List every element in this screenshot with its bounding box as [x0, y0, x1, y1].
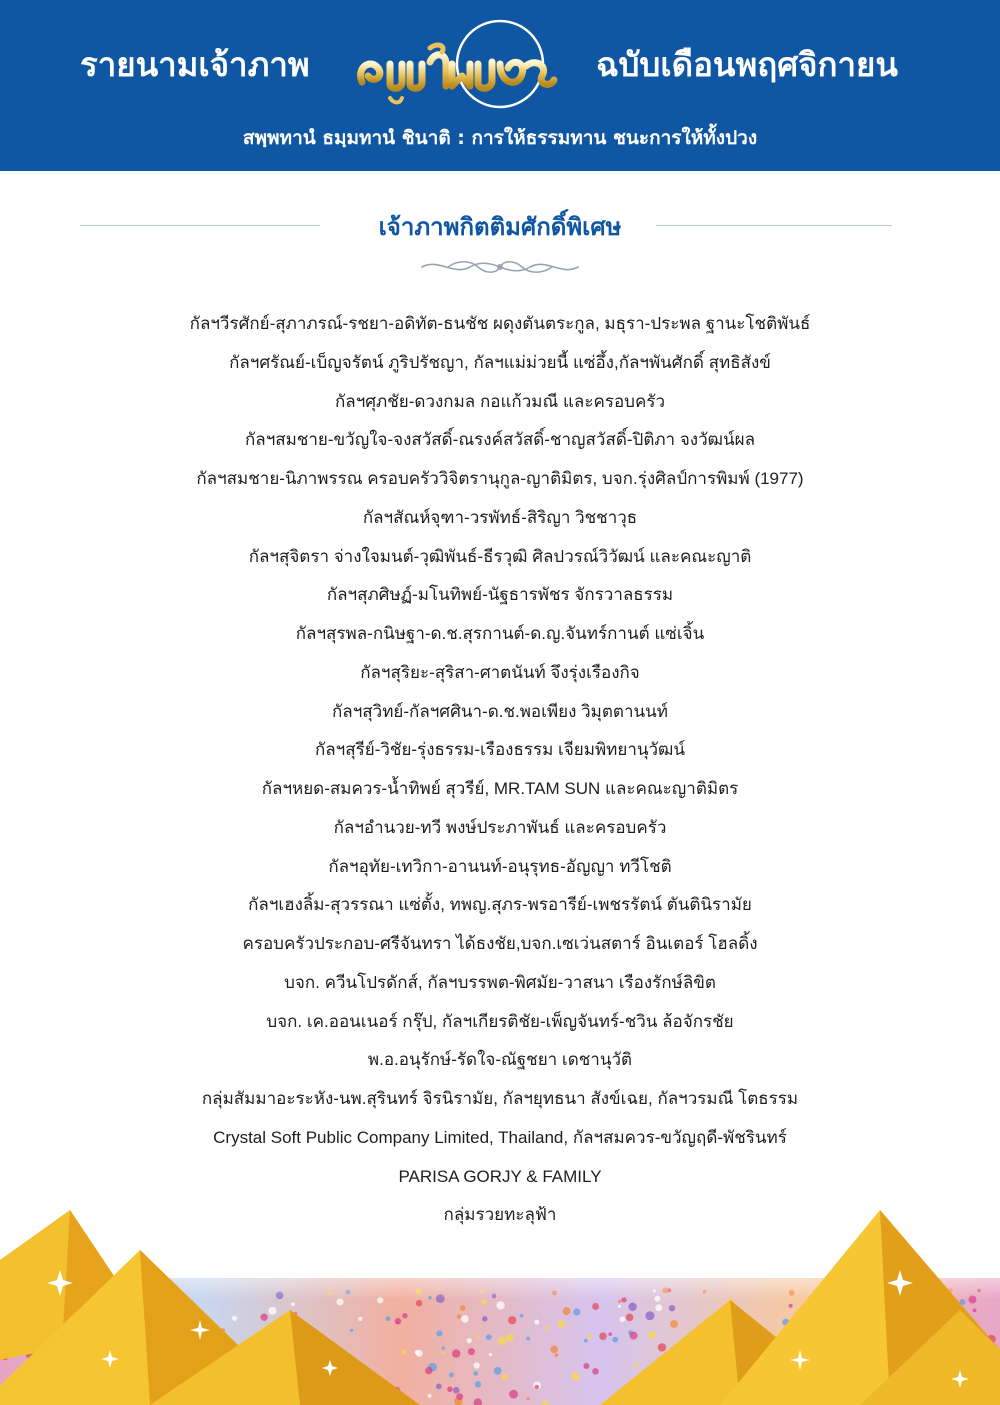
- flower-dot: [467, 1338, 472, 1343]
- flower-dot: [436, 1384, 442, 1390]
- sponsor-line: กัลฯสุรีย์-วิชัย-รุ่งธรรม-เรืองธรรม เจียมพิทยานุวัฒน์: [314, 740, 686, 760]
- flower-dot: [460, 1305, 466, 1311]
- flower-dot: [563, 1307, 571, 1315]
- sponsor-line: พ.อ.อนุรักษ์-รัดใจ-ณัฐชยา เดชานุวัติ: [367, 1050, 633, 1070]
- flower-dot: [587, 1335, 592, 1340]
- flower-dot: [486, 1334, 492, 1340]
- sponsor-line: กัลฯสุวิทย์-กัลฯศศินา-ด.ช.พอเพียง วิมุตตานนท์: [332, 701, 668, 721]
- sponsor-line: PARISA GORJY & FAMILY: [398, 1166, 602, 1186]
- flower-dot: [508, 1316, 516, 1324]
- sponsor-line: กัลฯศรัณย์-เบ็ญจรัตน์ ภูริปรัชญา, กัลฯแม่ม่วยนี้ แซ่อึ้ง,กัลฯพันศักดิ์ สุทธิสังข์: [229, 352, 771, 372]
- sponsor-line: กัลฯอำนวย-ทวี พงษ์ประภาพันธ์ และครอบครัว: [333, 817, 667, 837]
- sponsor-line: กัลฯสมชาย-นิภาพรรณ ครอบครัววิจิตรานุกูล-ญาติมิตร, บจก.รุ่งศิลป์การพิมพ์ (1977): [196, 469, 804, 488]
- sponsor-line: บจก. ควีนโปรดักส์, กัลฯบรรพต-พิศมัย-วาสนา เรืองรักษ์ลิขิต: [284, 972, 716, 992]
- sponsor-line: กัลฯสุริยะ-สุริสา-ศาตนันท์ จึงรุ่งเรืองกิจ: [360, 662, 640, 682]
- flower-dot: [592, 1368, 599, 1375]
- flower-dot: [498, 1337, 506, 1345]
- sponsor-line: กัลฯเฮงลิ้ม-สุวรรณา แซ่ตั้ง, ทพญ.สุภร-พรอารีย์-เพชรรัตน์ ตันตินิรามัย: [248, 895, 752, 915]
- flower-dot: [626, 1314, 634, 1322]
- flower-dot: [456, 1393, 463, 1400]
- sponsor-line: กัลฯหยด-สมควร-น้ำทิพย์ สุวรีย์, MR.TAM SUN และคณะญาติมิตร: [261, 779, 739, 798]
- flower-dot: [973, 1309, 977, 1313]
- header-subtitle: สพฺพทานํ ธมฺมทานํ ชินาติ : การให้ธรรมทาน ชนะการให้ทั้งปวง: [242, 127, 758, 149]
- sponsor-line: ครอบครัวประกอบ-ศรีจันทรา ได้ธงชัย,บจก.เซเว่นสตาร์ อินเตอร์ โฮลดิ้ง: [242, 934, 758, 953]
- sponsor-line: กลุ่มสัมมาอะระหัง-นพ.สุรินทร์ จิรนิรามัย, กัลฯยุทธนา สังข์เฉย, กัลฯวรมณี โตธรรม: [201, 1089, 799, 1108]
- sponsor-line: กัลฯศุภชัย-ดวงกมล กอแก้วมณี และครอบครัว: [335, 391, 665, 411]
- flower-dot: [592, 1303, 599, 1310]
- flower-dot: [477, 1336, 480, 1339]
- flower-dot: [670, 1320, 678, 1328]
- flower-dot: [534, 1385, 539, 1390]
- flower-dot: [453, 1387, 460, 1394]
- flower-dot: [428, 1394, 432, 1398]
- flower-dot: [583, 1363, 589, 1369]
- header-title-right: ฉบับเดือนพฤศจิกายน: [596, 45, 898, 84]
- flower-dot: [447, 1387, 453, 1393]
- flower-dot: [618, 1305, 621, 1308]
- flower-dot: [425, 1367, 433, 1375]
- flower-dot: [386, 1316, 391, 1321]
- flower-dot: [545, 1326, 549, 1330]
- flower-dot: [260, 1314, 267, 1321]
- flower-dot: [395, 1318, 402, 1325]
- sponsor-line: Crystal Soft Public Company Limited, Thailand, กัลฯสมควร-ขวัญฤดี-พัชรินทร์: [213, 1127, 787, 1147]
- flower-dot: [494, 1367, 502, 1375]
- flower-dot: [618, 1300, 622, 1304]
- sponsor-line: กัลฯสุจิตรา จ่างใจมนต์-วุฒิพันธ์-ธีรวุฒิ ศิลปวรณ์วิวัฒน์ และคณะญาติ: [248, 546, 752, 566]
- section-title: เจ้าภาพกิตติมศักดิ์พิเศษ: [378, 213, 622, 241]
- flower-dot: [232, 1316, 237, 1321]
- flower-dot: [473, 1371, 478, 1376]
- flower-dot: [402, 1313, 407, 1318]
- flower-dot: [468, 1348, 475, 1355]
- golden-pyramids-scene: [0, 1150, 1000, 1405]
- flower-dot: [269, 1307, 277, 1315]
- flower-dot: [502, 1374, 508, 1380]
- flower-dot: [558, 1320, 566, 1328]
- flower-dot: [649, 1331, 657, 1339]
- flower-dot: [442, 1352, 445, 1355]
- sponsor-line: กัลฯสมชาย-ขวัญใจ-จงสวัสดิ์-ณรงค์สวัสดิ์-ชาญสวัสดิ์-ปิติภา จงวัฒน์ผล: [245, 430, 755, 450]
- sponsor-line: กัลฯวีรศักย์-สุภาภรณ์-รชยา-อดิทัต-ธนชัช ผดุงตันตระกูล, มธุรา-ประพล ฐานะโชติพันธ์: [189, 314, 811, 333]
- flower-dot: [520, 1314, 524, 1318]
- flower-dot: [457, 1314, 461, 1318]
- flower-dot: [573, 1308, 580, 1315]
- flower-dot: [436, 1330, 442, 1336]
- flower-dot: [401, 1349, 406, 1354]
- flower-dot: [669, 1305, 675, 1311]
- flower-dot: [645, 1311, 654, 1320]
- flower-dot: [415, 1350, 419, 1354]
- sponsor-line: กัลฯสุภศิษฏ์-มโนทิพย์-นัฐธารพัชร จักรวาลธรรม: [326, 585, 674, 605]
- flower-dot: [658, 1343, 666, 1351]
- section-divider-right: [656, 225, 892, 226]
- flower-dot: [496, 1301, 504, 1309]
- flower-dot: [474, 1362, 480, 1368]
- sponsor-line: กัลฯสัณห์จุฑา-วรพัทธ์-สิริญา วิชชาวุธ: [362, 507, 638, 527]
- flower-dot: [442, 1347, 445, 1350]
- flower-dot: [416, 1300, 422, 1306]
- flower-dot: [449, 1373, 454, 1378]
- flower-dot: [291, 1302, 295, 1306]
- flower-dot: [475, 1381, 481, 1387]
- sponsor-name-list: [0, 309, 1000, 1239]
- flower-dot: [534, 1320, 539, 1325]
- flower-dot: [506, 1334, 514, 1342]
- flower-dot: [655, 1304, 662, 1311]
- flower-dot: [620, 1317, 626, 1323]
- flower-dot: [482, 1316, 487, 1321]
- flower-dot: [550, 1346, 558, 1354]
- sponsor-line: กัลฯสุรพล-กนิษฐา-ด.ช.สุรกานต์-ด.ญ.จันทร์กานต์ แซ่เจิ้น: [295, 624, 705, 643]
- flower-dot: [526, 1337, 530, 1341]
- flower-dot: [584, 1339, 588, 1343]
- header-title-left: รายนามเจ้าภาพ: [80, 45, 310, 84]
- flower-dot: [489, 1353, 493, 1357]
- flower-dot: [599, 1332, 607, 1340]
- sponsor-line: กัลฯอุทัย-เทวิกา-อานนท์-อนุรุทธ-อัญญา ทวีโชติ: [328, 856, 672, 876]
- flower-dot: [555, 1353, 559, 1357]
- flower-dot: [789, 1304, 793, 1308]
- flower-dot: [509, 1390, 518, 1399]
- flower-dot: [608, 1332, 612, 1336]
- flower-dot: [350, 1329, 353, 1332]
- yunaiboon-logo: [350, 18, 570, 110]
- flower-dot: [630, 1332, 638, 1340]
- flower-dot: [358, 1317, 362, 1321]
- flower-dot: [635, 1363, 639, 1367]
- ornament-flourish: [418, 256, 582, 278]
- flower-dot: [461, 1315, 469, 1323]
- flower-dot: [526, 1397, 530, 1401]
- sponsor-line: บจก. เค.ออนเนอร์ กรุ๊ป, กัลฯเกียรติชัย-เพ็ญจันทร์-ชวิน ล้อจักรชัย: [266, 1011, 734, 1031]
- flower-dot: [612, 1337, 618, 1343]
- sponsor-line: กลุ่มรวยทะลุฟ้า: [443, 1205, 557, 1225]
- header-banner: [0, 0, 1000, 171]
- flower-dot: [628, 1303, 636, 1311]
- flower-dot: [571, 1372, 579, 1380]
- flower-dot: [452, 1349, 460, 1357]
